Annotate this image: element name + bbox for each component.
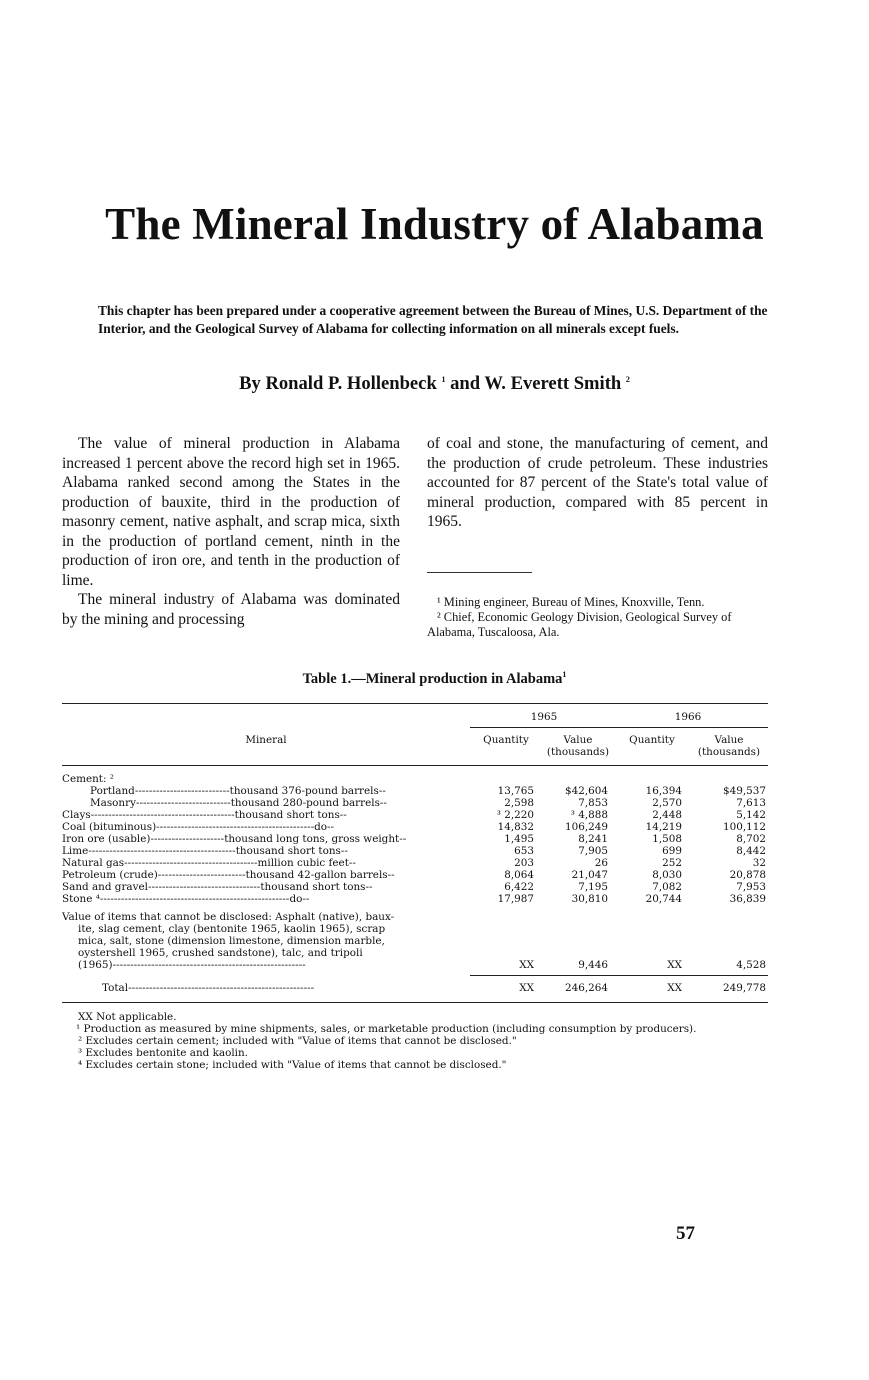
header-quantity-1966: Quantity [629,734,675,746]
author-2-footnote-mark: 2 [625,374,630,384]
table-caption-mark: 1 [562,670,567,680]
dot-leader-tail: -- [378,785,386,797]
cell-v65: 26 [594,857,608,869]
dot-leader: --------------------------------------------- [156,821,315,833]
row-label-leader [62,809,470,821]
cell-q65: 2,598 [504,797,534,809]
cell-v65: ³ 4,888 [570,809,608,821]
header-value-label: Value [714,734,744,746]
row-unit: thousand short tons [235,845,341,857]
footnote-1: ¹ Mining engineer, Bureau of Mines, Knoxville, Tenn. [437,595,705,609]
author-1-footnote-mark: 1 [441,374,446,384]
dot-leader-tail: -- [339,809,347,821]
undisclosed-year: (1965) [78,959,113,971]
dot-leader: ------------------------------------------------------- [112,959,306,971]
dot-leader-tail: -- [387,869,395,881]
cell-q65: 8,064 [504,869,534,881]
dot-leader-tail: -- [365,881,373,893]
cell-v65: 7,905 [578,845,608,857]
dot-leader: --------------------------- [135,797,231,809]
row-label: Iron ore (usable) [62,833,151,845]
dot-leader: --------------------- [150,833,225,845]
body-paragraph-2-start: The mineral industry of Alabama was dominated by the mining and processing [62,591,400,628]
footnote-rule [427,572,532,573]
row-unit: thousand 280-pound barrels [230,797,380,809]
cell-v65: 106,249 [565,821,608,833]
header-year-1965: 1965 [530,711,558,723]
cell-q66: 2,448 [652,809,682,821]
header-value-1965 [542,734,614,758]
row-label-leader [62,833,470,845]
cell-v65: 7,195 [578,881,608,893]
row-unit: thousand 42-gallon barrels [245,869,388,881]
table-row [62,785,768,797]
row-label-leader [62,773,470,785]
cell-q65: 6,422 [504,881,534,893]
table-top-rule [62,703,768,704]
cell-q66: 252 [662,857,682,869]
row-label: Portland [90,785,135,797]
dot-leader: -------------------------------------- [124,857,258,869]
table-row [62,821,768,833]
cell-v66: 20,878 [729,869,766,881]
table-row [62,857,768,869]
table-row [62,881,768,893]
row-label-leader [62,845,470,857]
cell-v66: 4,528 [736,959,766,971]
dot-leader: ----------------------------------------------------- [128,982,315,994]
undisclosed-line: Value of items that cannot be disclosed: Asphalt (native), baux- [62,911,395,923]
row-label: Clays [62,809,91,821]
note-4: ⁴ Excludes certain stone; included with "Value of items that cannot be disclosed." [78,1059,507,1071]
dot-leader-tail: -- [340,845,348,857]
note-3: ³ Excludes bentonite and kaolin. [78,1047,248,1059]
row-label: Sand and gravel [62,881,148,893]
cell-q66: 14,219 [645,821,682,833]
undisclosed-line: oystershell 1965, crushed sandstone), talc, and tripoli [78,947,363,959]
cell-v66: 7,953 [736,881,766,893]
cell-q66: 7,082 [652,881,682,893]
author-1: By Ronald P. Hollenbeck [239,373,437,394]
dot-leader-tail: -- [399,833,407,845]
note-1-text: ¹ Production as measured by mine shipments, sales, or marketable production (including consumption by producers). [76,1023,697,1035]
table-row [62,773,768,785]
row-unit: do [289,893,303,905]
row-label-leader [62,821,470,833]
cell-v66: 100,112 [723,821,766,833]
footnote-2: ² Chief, Economic Geology Division, Geological Survey of Alabama, Tuscaloosa, Ala. [427,610,732,639]
row-unit: thousand 376-pound barrels [229,785,379,797]
cell-v66: 8,442 [736,845,766,857]
total-q66: XX [667,982,682,994]
row-label-leader [62,881,470,893]
dot-leader: --------------------------- [134,785,230,797]
row-label: Stone ⁴ [62,893,100,905]
cell-q66: XX [667,959,682,971]
dot-leader-tail: -- [302,893,310,905]
cooperative-note: This chapter has been prepared under a cooperative agreement between the Bureau of Mines, U.S. Department of the Interior, and the Geological Survey of Alabama for collecting information on all minerals except fuels. [98,303,768,336]
author-2: and W. Everett Smith [450,373,622,394]
note-xx: XX Not applicable. [78,1011,177,1023]
cell-v66: 36,839 [729,893,766,905]
cell-v66: 5,142 [736,809,766,821]
cell-v65: 9,446 [578,959,608,971]
row-label: Cement: ² [62,773,114,785]
header-quantity-1965: Quantity [483,734,529,746]
author-footnotes [427,595,768,640]
body-paragraph-1: The value of mineral production in Alabama increased 1 percent above the record high set in 1965. Alabama ranked second among the States in the production of bauxite, third in the production of masonry cement, native asphalt, and scrap mica, sixth in the production of portland cement, ninth in the production of iron ore, and tenth in the production of lime. [62,435,400,589]
note-1 [62,1023,768,1035]
total-row [62,982,768,994]
cell-v65: $42,604 [565,785,608,797]
dot-leader-tail: -- [379,797,387,809]
header-value-unit: (thousands) [546,746,610,758]
cell-q65: 14,832 [497,821,534,833]
row-unit: thousand short tons [260,881,366,893]
table-row [62,869,768,881]
cell-q66: 1,508 [652,833,682,845]
total-label: Total [102,982,129,994]
row-unit: thousand long tons, gross weight [224,833,400,845]
cell-v65: 30,810 [571,893,608,905]
table-row [62,809,768,821]
year-rule [470,727,768,728]
total-q65: XX [519,982,534,994]
cell-q65: 13,765 [497,785,534,797]
row-label-leader [90,785,470,797]
dot-leader: ----------------------------------------- [90,809,235,821]
row-label: Coal (bituminous) [62,821,157,833]
cell-v65: 8,241 [578,833,608,845]
table-caption [0,671,869,688]
row-label: Petroleum (crude) [62,869,158,881]
cell-q65: ³ 2,220 [496,809,534,821]
note-2: ² Excludes certain cement; included with "Value of items that cannot be disclosed." [78,1035,517,1047]
row-unit: million cubic feet [257,857,349,869]
dot-leader: ------------------------------------------ [88,845,236,857]
header-value-label: Value [563,734,593,746]
table-row [62,893,768,905]
undisclosed-values [62,959,768,971]
row-label: Lime [62,845,89,857]
row-unit: do [314,821,328,833]
cell-q65: 203 [514,857,534,869]
row-label: Natural gas [62,857,125,869]
cell-v66: 32 [752,857,766,869]
total-rule [470,975,768,976]
cell-q65: 17,987 [497,893,534,905]
table-row [62,797,768,809]
dot-leader-tail: -- [327,821,335,833]
cell-q65: 653 [514,845,534,857]
cell-q66: 20,744 [645,893,682,905]
table-row [62,833,768,845]
cell-v66: $49,537 [723,785,766,797]
dot-leader: -------------------------------- [147,881,261,893]
cell-v65: 7,853 [578,797,608,809]
row-unit: thousand short tons [234,809,340,821]
body-paragraph-2-cont: of coal and stone, the manufacturing of cement, and the production of crude petroleum. These industries accounted for 87 percent of the State's total value of mineral production, compared with 85 percent in 1965. [427,435,768,530]
table-notes [62,1011,768,1071]
body-column-left [62,434,400,629]
dot-leader: ------------------------------------------------------ [99,893,290,905]
dot-leader-tail: -- [348,857,356,869]
table-bottom-rule [62,1002,768,1003]
mineral-production-table [62,703,768,1003]
table-caption-text: Table 1.—Mineral production in Alabama [302,671,563,687]
total-v65: 246,264 [565,982,608,994]
header-value-unit: (thousands) [697,746,761,758]
page-title: The Mineral Industry of Alabama [105,199,764,249]
page-number: 57 [676,1223,695,1244]
cell-v66: 8,702 [736,833,766,845]
cell-v66: 7,613 [736,797,766,809]
cell-q66: 16,394 [645,785,682,797]
undisclosed-line: ite, slag cement, clay (bentonite 1965, kaolin 1965), scrap [78,923,386,935]
row-label-leader [62,857,470,869]
row-label-leader [90,797,470,809]
cell-v65: 21,047 [571,869,608,881]
cell-q65: 1,495 [504,833,534,845]
body-column-right [427,434,768,532]
header-value-1966 [690,734,768,758]
undisclosed-line: mica, salt, stone (dimension limestone, dimension marble, [78,935,385,947]
authors-line [0,373,869,395]
header-mineral: Mineral [245,734,287,746]
cell-q65: XX [519,959,534,971]
row-label-leader [62,869,470,881]
cell-q66: 2,570 [652,797,682,809]
header-year-1966: 1966 [674,711,702,723]
cell-q66: 699 [662,845,682,857]
row-label: Masonry [90,797,136,809]
row-label-leader [62,893,470,905]
total-v66: 249,778 [723,982,766,994]
table-row [62,845,768,857]
total-label-leader [102,982,470,994]
dot-leader: ------------------------- [157,869,246,881]
cell-q66: 8,030 [652,869,682,881]
header-bottom-rule [62,765,768,766]
